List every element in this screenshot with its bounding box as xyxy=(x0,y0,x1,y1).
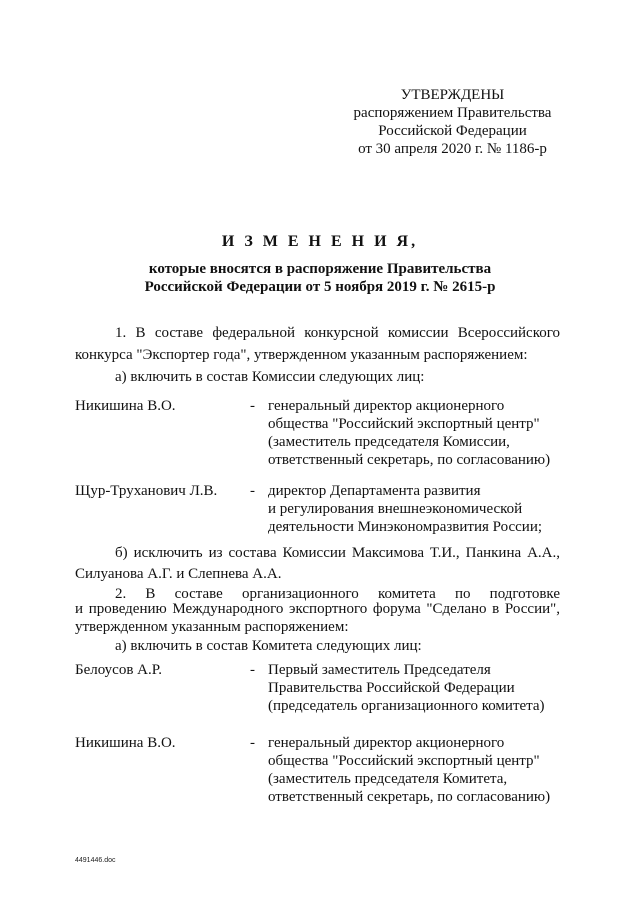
paragraph-2-line-1: 2. В составе организационного комитета по подготовке xyxy=(115,586,560,602)
role-line: ответственный секретарь, по согласованию) xyxy=(268,789,551,805)
person-name: Никишина В.О. xyxy=(75,398,176,414)
person-name: Белоусов А.Р. xyxy=(75,662,162,678)
role-line: общества "Российский экспортный центр" xyxy=(268,416,540,432)
person-role xyxy=(268,734,563,806)
person-role xyxy=(268,397,563,469)
paragraph-2a: а) включить в состав Комитета следующих лиц: xyxy=(115,638,422,654)
paragraph-1-line-2: конкурса "Экспортер года", утвержденном указанным распоряжением: xyxy=(75,347,528,363)
person-name: Никишина В.О. xyxy=(75,735,176,751)
person-role xyxy=(268,661,563,715)
role-line: и регулирования внешнеэкономической xyxy=(268,501,523,517)
paragraph-1b-line-2: Силуанова А.Г. и Слепнева А.А. xyxy=(75,566,282,582)
document-subtitle xyxy=(0,260,640,296)
approval-date-number: от 30 апреля 2020 г. № 1186-р xyxy=(358,141,547,157)
dash: - xyxy=(250,662,255,678)
dash: - xyxy=(250,398,255,414)
paragraph-2-line-2: и проведению Международного экспортного форума "Сделано в России", xyxy=(75,601,560,617)
role-line: ответственный секретарь, по согласованию) xyxy=(268,452,551,468)
role-line: (заместитель председателя Комитета, xyxy=(268,771,508,787)
subtitle-line: Российской Федерации от 5 ноября 2019 г. № 2615-р xyxy=(144,279,496,295)
document-title: И З М Е Н Е Н И Я, xyxy=(221,233,419,250)
subtitle-line: которые вносятся в распоряжение Правительства xyxy=(148,261,492,277)
paragraph-1-line-1: 1. В составе федеральной конкурсной комиссии Всероссийского xyxy=(115,325,560,341)
file-code: 4491446.doc xyxy=(75,857,116,864)
approval-heading: УТВЕРЖДЕНЫ xyxy=(400,87,505,103)
paragraph-1a: а) включить в состав Комиссии следующих лиц: xyxy=(115,369,425,385)
dash: - xyxy=(250,483,255,499)
role-line: Первый заместитель Председателя xyxy=(268,662,491,678)
paragraph-1b-line-1: б) исключить из состава Комиссии Максимова Т.И., Панкина А.А., xyxy=(115,545,560,561)
dash: - xyxy=(250,735,255,751)
approval-block xyxy=(345,86,560,158)
role-line: деятельности Минэкономразвития России; xyxy=(268,519,543,535)
role-line: общества "Российский экспортный центр" xyxy=(268,753,540,769)
person-role xyxy=(268,482,563,536)
paragraph-2-line-3: утвержденном указанным распоряжением: xyxy=(75,619,349,635)
role-line: генеральный директор акционерного xyxy=(268,398,505,414)
approval-line: Российской Федерации xyxy=(378,123,527,139)
role-line: (заместитель председателя Комиссии, xyxy=(268,434,510,450)
role-line: (председатель организационного комитета) xyxy=(268,698,545,714)
person-name: Щур-Труханович Л.В. xyxy=(75,483,218,499)
role-line: генеральный директор акционерного xyxy=(268,735,505,751)
role-line: директор Департамента развития xyxy=(268,483,481,499)
role-line: Правительства Российской Федерации xyxy=(268,680,515,696)
approval-line: распоряжением Правительства xyxy=(353,105,552,121)
